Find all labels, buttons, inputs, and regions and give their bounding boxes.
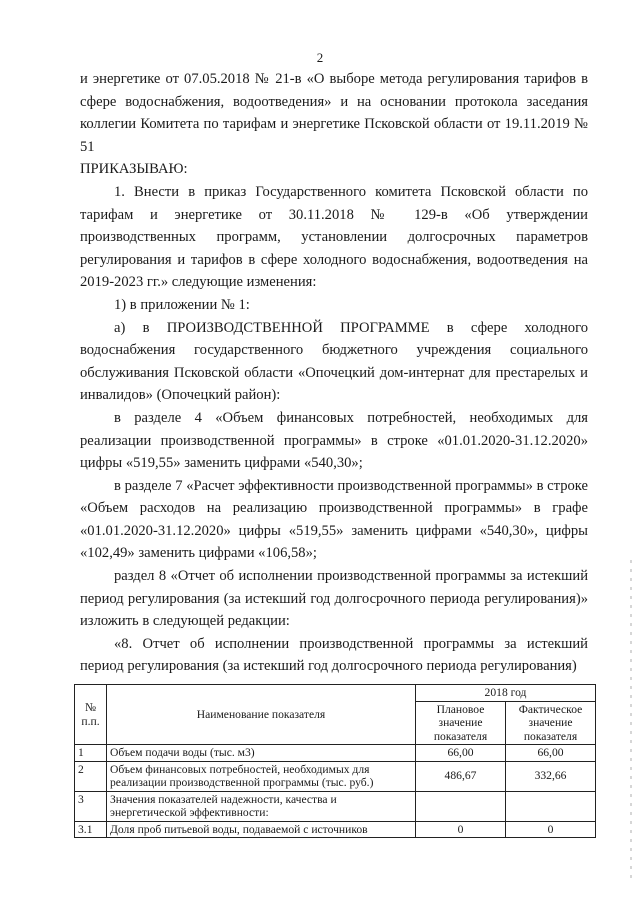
section-8-title: «8. Отчет об исполнении производственной программы за истекший период регулирования (за истекший год долгосрочного периода регулирования) (80, 635, 588, 675)
row-name: Значения показателей надежности, качества и энергетической эффективности: (107, 791, 416, 821)
section-7-change: в разделе 7 «Расчет эффективности производственной программы» в строке «Объем расходов на реализацию производственной программы» в графе «01.01.2020-31.12.2020» цифры «519,55» заменить цифрами «540,30», цифры «102,49» заменить цифрами «106,58»; (80, 477, 588, 562)
row-number: 2 (75, 761, 107, 791)
column-header-number: № п.п. (75, 685, 107, 745)
document-body (80, 68, 588, 678)
row-plan-value (416, 791, 506, 821)
order-heading: ПРИКАЗЫВАЮ: (80, 161, 188, 178)
page-number: 2 (316, 50, 324, 65)
column-header-name: Наименование показателя (107, 685, 416, 745)
section-8-change: раздел 8 «Отчет об исполнении производственной программы за истекший период регулирования (за истекший год долгосрочного периода регулирования)» изложить в следующей редакции: (80, 568, 588, 630)
column-header-fact: Фактическое значение показателя (506, 701, 596, 745)
row-plan-value: 0 (416, 821, 506, 838)
row-fact-value: 0 (506, 821, 596, 838)
row-fact-value (506, 791, 596, 821)
table-row (75, 761, 596, 791)
row-number: 3 (75, 791, 107, 821)
column-header-plan: Плановое значение показателя (416, 701, 506, 745)
table-row (75, 791, 596, 821)
table-row (75, 821, 596, 838)
report-table (74, 684, 596, 838)
table-header-row (75, 685, 596, 702)
column-header-year: 2018 год (416, 685, 596, 702)
amendment-paragraph: 1. Внести в приказ Государственного комитета Псковской области по тарифам и энергетике от 30.11.2018 № 129-в «Об утверждении производственных программ, установлении долгосрочных параметров регулирования и тарифов в сфере холодного водоснабжения, водоотведения на 2019-2023 гг.» следующие изменения: (80, 183, 588, 291)
appendix-item: 1) в приложении № 1: (114, 296, 250, 313)
row-name: Объем подачи воды (тыс. м3) (107, 745, 416, 762)
section-4-change: в разделе 4 «Объем финансовых потребностей, необходимых для реализации производственной программы» в строке «01.01.2020-31.12.2020» цифры «519,55» заменить цифрами «540,30»; (80, 409, 588, 472)
row-fact-value: 66,00 (506, 745, 596, 762)
row-plan-value: 66,00 (416, 745, 506, 762)
row-name: Объем финансовых потребностей, необходимых для реализации производственной программы (тыс. руб.) (107, 761, 416, 791)
row-name: Доля проб питьевой воды, подаваемой с источников (107, 821, 416, 838)
table-row (75, 745, 596, 762)
scan-edge-artifact (630, 560, 632, 880)
row-number: 1 (75, 745, 107, 762)
preamble-paragraph: и энергетике от 07.05.2018 № 21-в «О выборе метода регулирования тарифов в сфере водоснабжения, водоотведения» и на основании протокола заседания коллегии Комитета по тарифам и энергетике Псковской области от 19.11.2019 № 51 (80, 71, 588, 155)
row-fact-value: 332,66 (506, 761, 596, 791)
program-subitem: а) в ПРОИЗВОДСТВЕННОЙ ПРОГРАММЕ в сфере холодного водоснабжения государственного бюджетного учреждения социального обслуживания Псковской области «Опочецкий дом-интернат для престарелых и инвалидов» (Опочецкий район): (80, 319, 588, 404)
row-number: 3.1 (75, 821, 107, 838)
row-plan-value: 486,67 (416, 761, 506, 791)
